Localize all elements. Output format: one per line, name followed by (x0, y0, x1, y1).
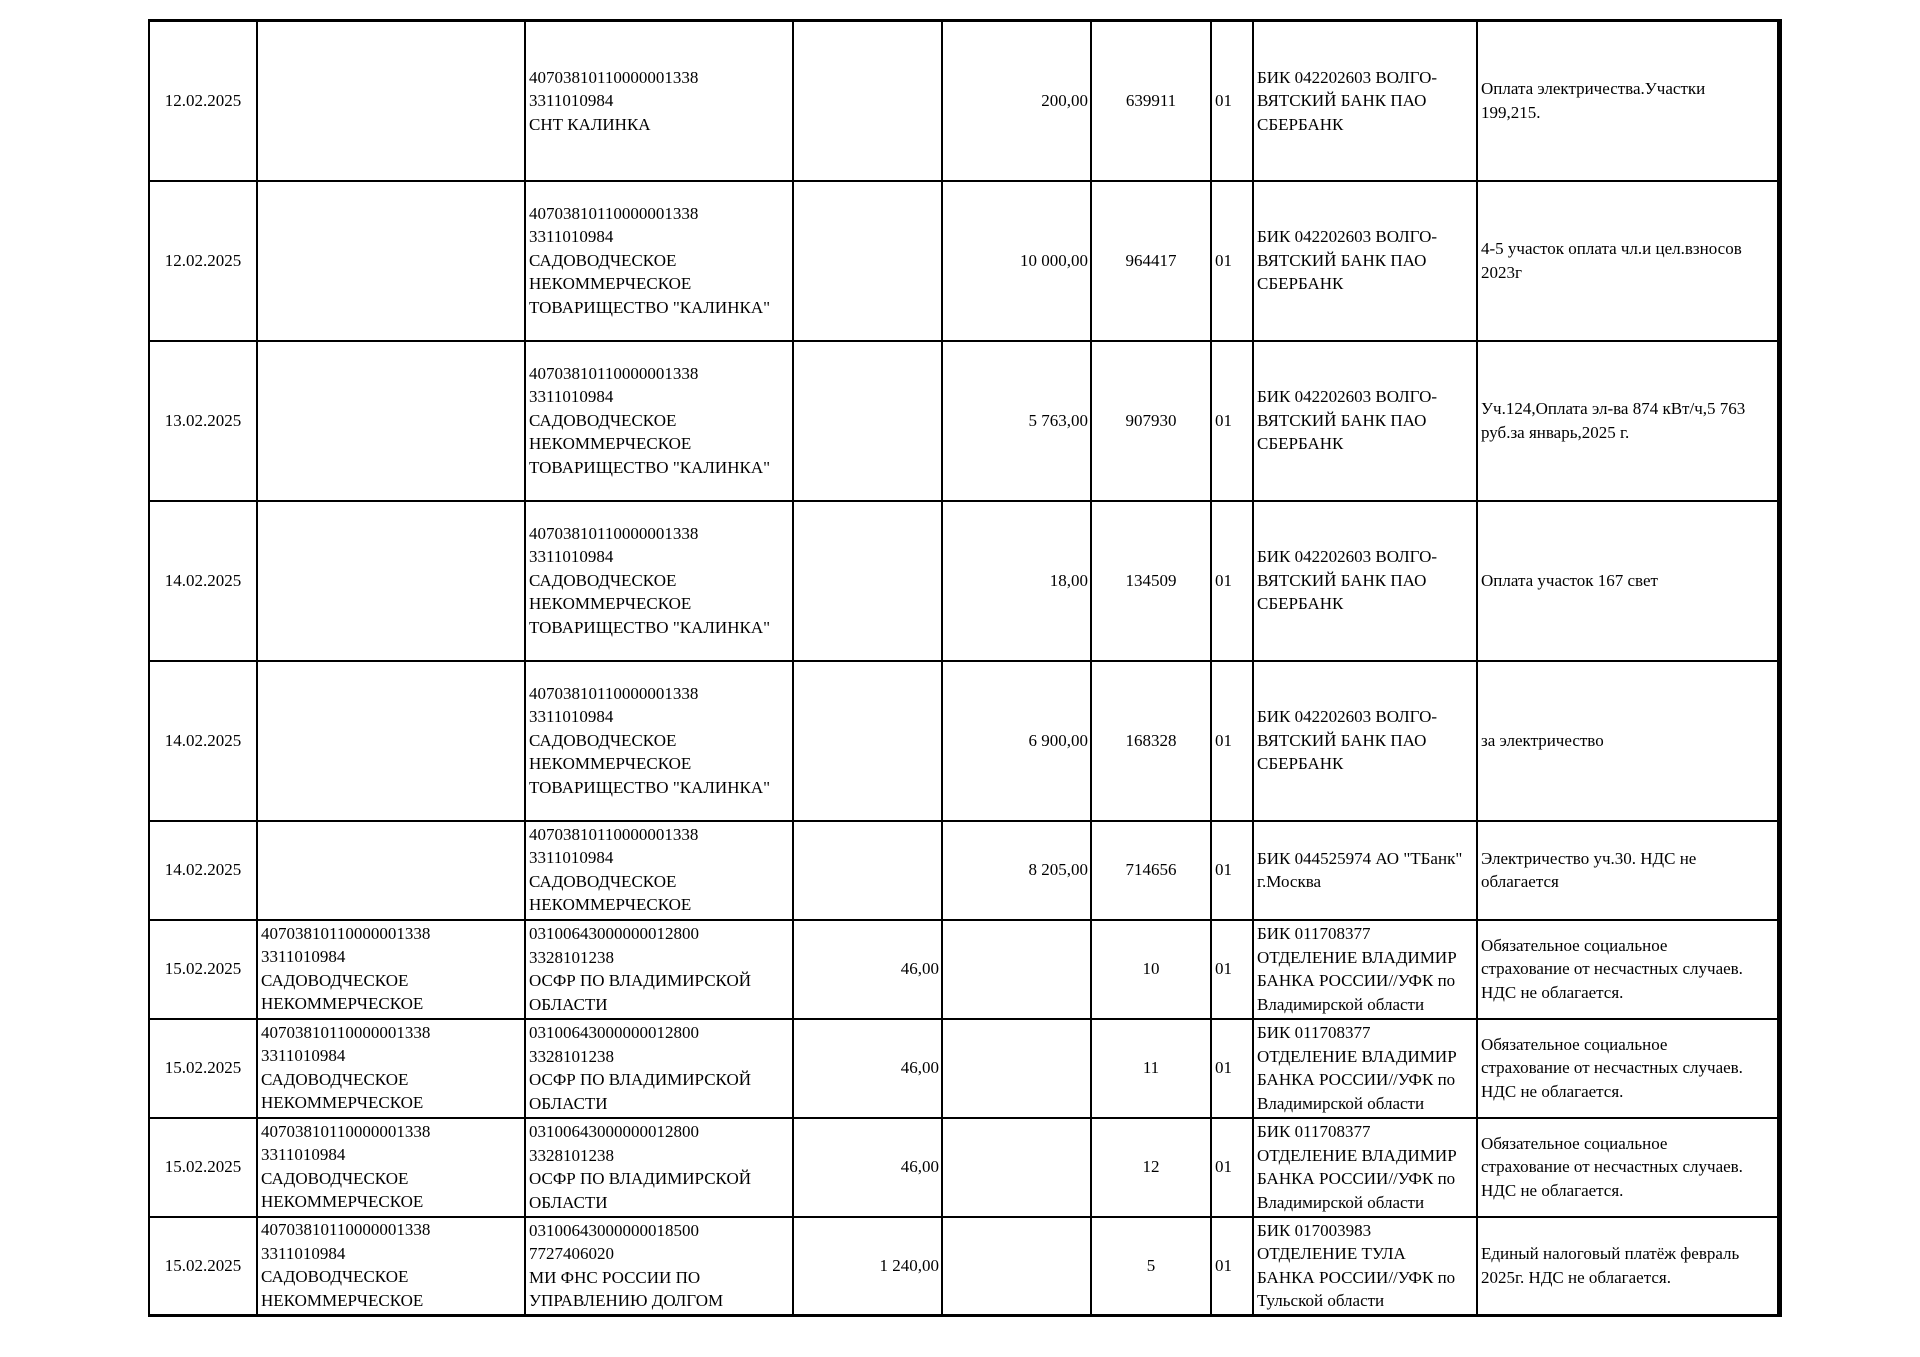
operation-code-cell: 01 (1211, 1019, 1253, 1118)
payee-cell-line: ТОВАРИЩЕСТВО "КАЛИНКА" (529, 617, 771, 637)
document-number-cell: 907930 (1091, 341, 1211, 501)
payment-purpose-cell (1477, 21, 1779, 181)
payment-purpose-cell-line: Оплата участок 167 свет (1481, 570, 1658, 590)
payee-cell-line: 03100643000000012800 (529, 1122, 699, 1141)
credit-amount-cell (942, 1118, 1091, 1217)
credit-amount-cell: 6 900,00 (942, 661, 1091, 821)
payer-cell-line: САДОВОДЧЕСКОЕ (261, 1168, 409, 1188)
payee-cell (525, 1217, 793, 1316)
bank-cell (1253, 1118, 1477, 1217)
payer-cell-line (261, 1115, 521, 1116)
bank-cell-line: БАНКА РОССИИ//УФК по (1257, 971, 1456, 990)
payee-cell (525, 920, 793, 1019)
bank-cell-line: БИК 017003983 (1257, 1220, 1372, 1240)
payee-cell-line: 3311010984 (529, 227, 614, 247)
payment-purpose-cell-line: Уч.124,Оплата эл-ва 874 кВт/ч,5 763 (1481, 399, 1746, 418)
payee-cell-line: 40703810110000001338 (529, 67, 699, 87)
payment-purpose-cell-line: НДС не облагается. (1481, 1180, 1624, 1200)
payee-cell-line: ОСФР ПО ВЛАДИМИРСКОЙ (529, 1070, 751, 1089)
bank-cell-line: СБЕРБАНК (1257, 274, 1344, 294)
payment-purpose-cell-line: Обязательное социальное (1481, 935, 1668, 955)
bank-cell-line: СБЕРБАНК (1257, 594, 1344, 614)
bank-cell (1253, 181, 1477, 341)
date-cell: 15.02.2025 (149, 1019, 257, 1118)
document-number-cell: 10 (1091, 920, 1211, 1019)
payment-purpose-cell (1477, 821, 1779, 920)
payer-cell (257, 920, 525, 1019)
date-cell: 15.02.2025 (149, 1118, 257, 1217)
bank-cell-line: БИК 044525974 АО "ТБанк" (1257, 848, 1463, 868)
date-cell: 12.02.2025 (149, 181, 257, 341)
payee-cell-line: 40703810110000001338 (529, 523, 699, 543)
date-cell: 15.02.2025 (149, 920, 257, 1019)
payer-cell (257, 181, 525, 341)
bank-cell-line: Тульской области (1257, 1291, 1385, 1311)
payee-cell-line: 40703810110000001338 (529, 683, 699, 703)
operation-code-cell: 01 (1211, 501, 1253, 661)
credit-amount-cell (942, 1019, 1091, 1118)
bank-cell-line: БИК 042202603 ВОЛГО- (1257, 547, 1438, 567)
payer-cell-line (261, 1214, 521, 1215)
statement-rows (149, 21, 1779, 1316)
payee-cell-line: 3311010984 (529, 707, 614, 727)
bank-cell-line: СБЕРБАНК (1257, 434, 1344, 454)
table-row (149, 1217, 1779, 1316)
document-number-cell: 639911 (1091, 21, 1211, 181)
bank-cell-line: БИК 042202603 ВОЛГО- (1257, 387, 1438, 407)
bank-cell (1253, 661, 1477, 821)
operation-code-cell: 01 (1211, 821, 1253, 920)
document-number-cell: 134509 (1091, 501, 1211, 661)
debit-amount-cell: 46,00 (793, 1019, 942, 1118)
table-row (149, 1118, 1779, 1217)
date-cell: 14.02.2025 (149, 501, 257, 661)
bank-cell-line: БАНКА РОССИИ//УФК по (1257, 1267, 1456, 1287)
payee-cell-line: НЕКОММЕРЧЕСКОЕ (529, 895, 692, 914)
table-row (149, 181, 1779, 341)
payer-cell-line: 3311010984 (261, 1046, 346, 1065)
payment-purpose-cell-line: страхование от несчастных случаев. (1481, 1157, 1743, 1177)
payee-cell-line: ОСФР ПО ВЛАДИМИРСКОЙ (529, 1169, 751, 1188)
operation-code-cell: 01 (1211, 920, 1253, 1019)
payee-cell-line: 03100643000000018500 (529, 1220, 699, 1240)
bank-cell-line: СБЕРБАНК (1257, 114, 1344, 134)
operation-code-cell: 01 (1211, 1217, 1253, 1316)
payment-purpose-cell-line: Оплата электричества.Участки (1481, 79, 1706, 99)
payment-purpose-cell (1477, 501, 1779, 661)
payment-purpose-cell-line: руб.за январь,2025 г. (1481, 422, 1630, 442)
payment-purpose-cell-line: Обязательное социальное (1481, 1133, 1668, 1153)
payment-purpose-cell (1477, 181, 1779, 341)
payer-cell (257, 821, 525, 920)
payment-purpose-cell (1477, 1217, 1779, 1316)
payment-purpose-cell-line: страхование от несчастных случаев. (1481, 1058, 1743, 1078)
payee-cell-line: 3311010984 (529, 547, 614, 567)
payer-cell (257, 1019, 525, 1118)
table-row (149, 341, 1779, 501)
bank-cell-line: БИК 042202603 ВОЛГО- (1257, 67, 1438, 87)
payment-purpose-cell-line: 4-5 участок оплата чл.и цел.взносов (1481, 239, 1742, 258)
payee-cell-line: УПРАВЛЕНИЮ ДОЛГОМ (529, 1291, 724, 1311)
payee-cell-line: САДОВОДЧЕСКОЕ (529, 250, 677, 270)
debit-amount-cell (793, 181, 942, 341)
bank-cell-line: БАНКА РОССИИ//УФК по (1257, 1169, 1456, 1188)
credit-amount-cell: 200,00 (942, 21, 1091, 181)
operation-code-cell: 01 (1211, 181, 1253, 341)
payee-cell-line: ТОВАРИЩЕСТВО "КАЛИНКА" (529, 777, 771, 797)
payer-cell (257, 1118, 525, 1217)
payee-cell-line: ТОВАРИЩЕСТВО "КАЛИНКА" (529, 457, 771, 477)
table-row (149, 920, 1779, 1019)
operation-code-cell: 01 (1211, 21, 1253, 181)
payee-cell-line: НЕКОММЕРЧЕСКОЕ (529, 434, 692, 454)
bank-cell (1253, 920, 1477, 1019)
payment-purpose-cell-line: Обязательное социальное (1481, 1034, 1668, 1054)
bank-cell-line: БАНКА РОССИИ//УФК по (1257, 1070, 1456, 1089)
payment-purpose-cell (1477, 661, 1779, 821)
payee-cell (525, 821, 793, 920)
bank-cell-line: ВЯТСКИЙ БАНК ПАО (1257, 410, 1427, 430)
table-row (149, 1019, 1779, 1118)
payee-cell-line: 40703810110000001338 (529, 203, 699, 223)
payee-cell-line: 3328101238 (529, 947, 614, 967)
payee-cell-line: 3311010984 (529, 387, 614, 407)
payer-cell-line: НЕКОММЕРЧЕСКОЕ (261, 1192, 424, 1211)
date-cell: 14.02.2025 (149, 821, 257, 920)
payment-purpose-cell-line: НДС не облагается. (1481, 1081, 1624, 1101)
bank-cell (1253, 821, 1477, 920)
credit-amount-cell: 8 205,00 (942, 821, 1091, 920)
payer-cell-line (261, 1312, 521, 1313)
payee-cell (525, 661, 793, 821)
bank-cell-line: ВЯТСКИЙ БАНК ПАО (1257, 91, 1427, 110)
payer-cell-line: 40703810110000001338 (261, 923, 431, 943)
payer-cell-line: НЕКОММЕРЧЕСКОЕ (261, 994, 424, 1013)
payee-cell-line: 3311010984 (529, 848, 614, 867)
table-row (149, 21, 1779, 181)
statement-table (148, 19, 1782, 1317)
debit-amount-cell (793, 21, 942, 181)
payee-cell-line: ОСФР ПО ВЛАДИМИРСКОЙ (529, 971, 751, 990)
bank-cell-line: СБЕРБАНК (1257, 754, 1344, 774)
payer-cell (257, 1217, 525, 1316)
debit-amount-cell: 46,00 (793, 1118, 942, 1217)
debit-amount-cell (793, 341, 942, 501)
payment-purpose-cell (1477, 920, 1779, 1019)
payee-cell-line: 03100643000000012800 (529, 924, 699, 943)
payee-cell-line: ОБЛАСТИ (529, 994, 608, 1014)
date-cell: 14.02.2025 (149, 661, 257, 821)
payer-cell (257, 501, 525, 661)
payee-cell-line: 03100643000000012800 (529, 1023, 699, 1042)
bank-cell-line: БИК 011708377 (1257, 1023, 1371, 1042)
payer-cell-line: НЕКОММЕРЧЕСКОЕ (261, 1290, 424, 1310)
payee-cell (525, 1118, 793, 1217)
payee-cell-line: НЕКОММЕРЧЕСКОЕ (529, 274, 692, 294)
payment-purpose-cell-line: 2023г (1481, 262, 1522, 282)
bank-cell-line: ВЯТСКИЙ БАНК ПАО (1257, 570, 1427, 590)
payee-cell-line: САДОВОДЧЕСКОЕ (529, 410, 677, 430)
payment-purpose-cell-line: НДС не облагается. (1481, 982, 1624, 1002)
table-row (149, 661, 1779, 821)
payment-purpose-cell (1477, 1118, 1779, 1217)
payer-cell-line: 40703810110000001338 (261, 1121, 431, 1141)
date-cell: 13.02.2025 (149, 341, 257, 501)
bank-cell-line: БИК 042202603 ВОЛГО- (1257, 227, 1438, 247)
payee-cell-line: 3328101238 (529, 1145, 614, 1165)
payee-cell-line: САДОВОДЧЕСКОЕ (529, 730, 677, 750)
payment-purpose-cell-line: 2025г. НДС не облагается. (1481, 1267, 1671, 1287)
payment-purpose-cell-line: страхование от несчастных случаев. (1481, 959, 1743, 979)
bank-cell (1253, 21, 1477, 181)
payee-cell-line: ОБЛАСТИ (529, 1192, 608, 1212)
payee-cell-line: МИ ФНС РОССИИ ПО (529, 1267, 701, 1287)
bank-cell-line: БИК 011708377 (1257, 1122, 1371, 1141)
payer-cell-line: 3311010984 (261, 1243, 346, 1263)
payment-purpose-cell (1477, 1019, 1779, 1118)
payee-cell-line: НЕКОММЕРЧЕСКОЕ (529, 754, 692, 774)
table-row (149, 821, 1779, 920)
bank-cell (1253, 341, 1477, 501)
payer-cell-line: САДОВОДЧЕСКОЕ (261, 1069, 409, 1089)
bank-cell-line: ОТДЕЛЕНИЕ ВЛАДИМИР (1257, 1145, 1457, 1165)
payer-cell (257, 661, 525, 821)
bank-cell-line: Владимирской области (1257, 994, 1425, 1014)
credit-amount-cell (942, 1217, 1091, 1316)
operation-code-cell: 01 (1211, 341, 1253, 501)
payer-cell-line: 3311010984 (261, 1145, 346, 1164)
payer-cell (257, 21, 525, 181)
payee-cell (525, 21, 793, 181)
payee-cell (525, 1019, 793, 1118)
bank-cell-line: ВЯТСКИЙ БАНК ПАО (1257, 730, 1427, 750)
payee-cell-line: ОБЛАСТИ (529, 1093, 608, 1113)
payment-purpose-cell-line: 199,215. (1481, 102, 1541, 122)
bank-cell-line: БИК 011708377 (1257, 924, 1371, 943)
operation-code-cell: 01 (1211, 1118, 1253, 1217)
payer-cell (257, 341, 525, 501)
payment-purpose-cell (1477, 341, 1779, 501)
debit-amount-cell (793, 821, 942, 920)
payee-cell-line: САДОВОДЧЕСКОЕ (529, 570, 677, 590)
payee-cell-line: 3311010984 (529, 91, 614, 110)
payment-purpose-cell-line: за электричество (1481, 730, 1604, 750)
bank-cell-line: ВЯТСКИЙ БАНК ПАО (1257, 250, 1427, 270)
payee-cell-line: 40703810110000001338 (529, 824, 699, 844)
payment-purpose-cell-line: Единый налоговый платёж февраль (1481, 1244, 1740, 1264)
operation-code-cell: 01 (1211, 661, 1253, 821)
credit-amount-cell: 10 000,00 (942, 181, 1091, 341)
payment-purpose-cell-line: облагается (1481, 872, 1559, 891)
credit-amount-cell (942, 920, 1091, 1019)
debit-amount-cell (793, 501, 942, 661)
document-number-cell: 168328 (1091, 661, 1211, 821)
bank-cell (1253, 1019, 1477, 1118)
payer-cell-line: 40703810110000001338 (261, 1022, 431, 1042)
bank-cell (1253, 501, 1477, 661)
payment-purpose-cell-line: Электричество уч.30. НДС не (1481, 848, 1697, 868)
payer-cell-line: 40703810110000001338 (261, 1220, 431, 1240)
credit-amount-cell: 5 763,00 (942, 341, 1091, 501)
table-row (149, 501, 1779, 661)
document-number-cell: 12 (1091, 1118, 1211, 1217)
payee-cell-line (529, 917, 789, 918)
document-number-cell: 11 (1091, 1019, 1211, 1118)
document-number-cell: 5 (1091, 1217, 1211, 1316)
payee-cell-line: САДОВОДЧЕСКОЕ (529, 871, 677, 891)
payee-cell (525, 501, 793, 661)
document-number-cell: 964417 (1091, 181, 1211, 341)
bank-cell-line: ОТДЕЛЕНИЕ ТУЛА (1257, 1244, 1406, 1264)
payee-cell-line: 7727406020 (529, 1244, 614, 1264)
bank-cell-line: Владимирской области (1257, 1192, 1425, 1212)
bank-cell (1253, 1217, 1477, 1316)
payer-cell-line: 3311010984 (261, 947, 346, 966)
payer-cell-line: САДОВОДЧЕСКОЕ (261, 970, 409, 990)
payee-cell-line: НЕКОММЕРЧЕСКОЕ (529, 594, 692, 614)
payer-cell-line: НЕКОММЕРЧЕСКОЕ (261, 1093, 424, 1112)
payer-cell-line (261, 1016, 521, 1017)
date-cell: 15.02.2025 (149, 1217, 257, 1316)
payee-cell (525, 181, 793, 341)
payee-cell-line: 3328101238 (529, 1046, 614, 1066)
document-number-cell: 714656 (1091, 821, 1211, 920)
debit-amount-cell (793, 661, 942, 821)
payee-cell (525, 341, 793, 501)
debit-amount-cell: 1 240,00 (793, 1217, 942, 1316)
debit-amount-cell: 46,00 (793, 920, 942, 1019)
payee-cell-line: 40703810110000001338 (529, 363, 699, 383)
bank-statement-sheet (148, 19, 1778, 1320)
bank-cell-line: ОТДЕЛЕНИЕ ВЛАДИМИР (1257, 947, 1457, 967)
payee-cell-line: ТОВАРИЩЕСТВО "КАЛИНКА" (529, 297, 771, 317)
payer-cell-line: САДОВОДЧЕСКОЕ (261, 1267, 409, 1287)
date-cell: 12.02.2025 (149, 21, 257, 181)
bank-cell-line: ОТДЕЛЕНИЕ ВЛАДИМИР (1257, 1046, 1457, 1066)
payee-cell-line: СНТ КАЛИНКА (529, 114, 651, 134)
bank-cell-line: БИК 042202603 ВОЛГО- (1257, 707, 1438, 727)
bank-cell-line: Владимирской области (1257, 1093, 1425, 1113)
bank-cell-line: г.Москва (1257, 872, 1322, 891)
credit-amount-cell: 18,00 (942, 501, 1091, 661)
